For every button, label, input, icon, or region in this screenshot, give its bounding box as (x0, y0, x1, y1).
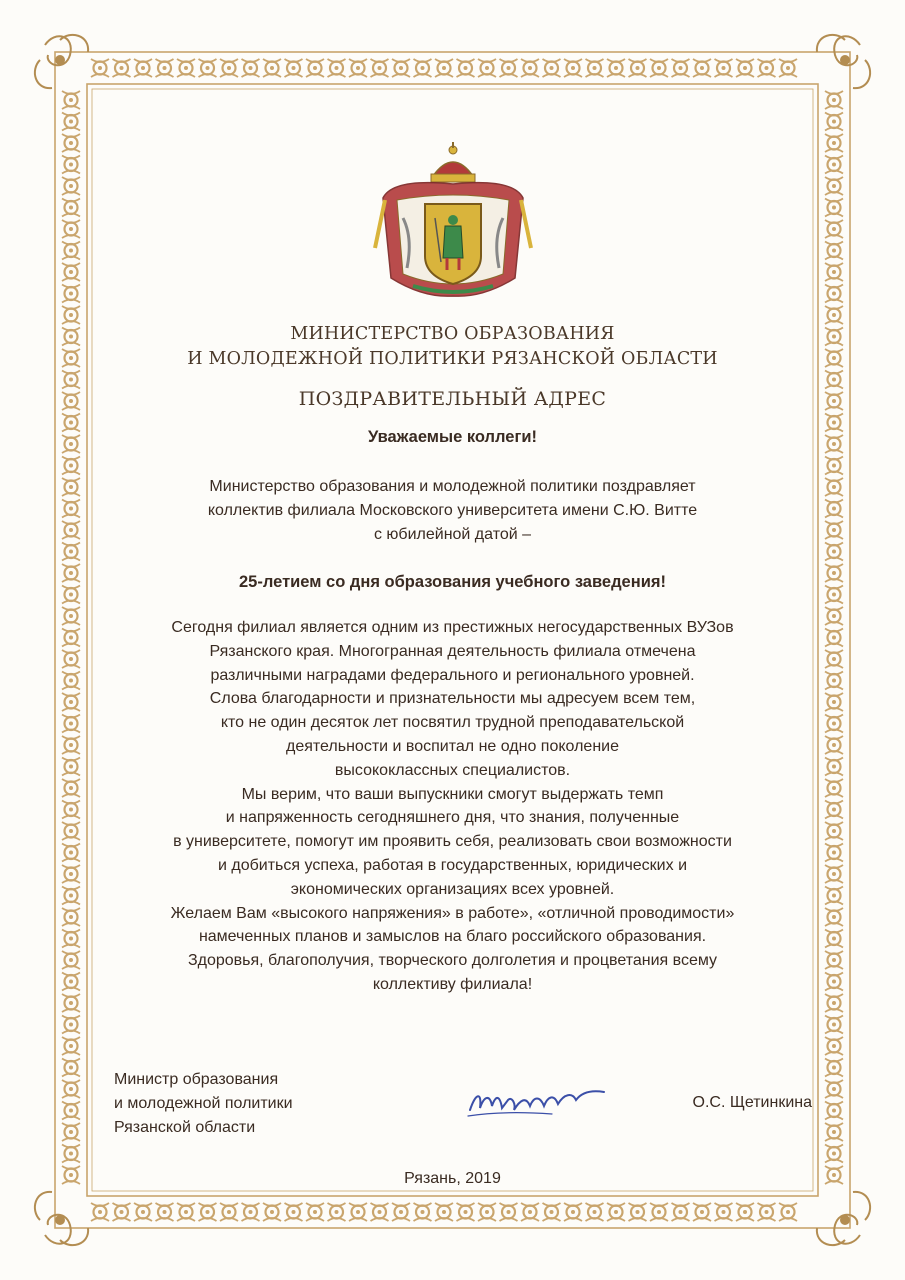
border-ornament-knot (825, 844, 843, 862)
border-ornament-knot (825, 199, 843, 217)
border-ornament-knot (62, 844, 80, 862)
certificate-content (100, 138, 805, 997)
border-ornament-knot (62, 564, 80, 582)
corner-ornament-bottom-right (817, 1192, 870, 1245)
border-ornament-knot (825, 177, 843, 195)
border-ornament-knot (414, 59, 432, 77)
border-ornament-knot (199, 1203, 217, 1221)
border-ornament-knot (825, 134, 843, 152)
signatory-title-line: Министр образования (114, 1071, 279, 1088)
signatory-title-line: Рязанской области (114, 1119, 256, 1136)
border-ornament-knot (736, 1203, 754, 1221)
border-ornament-knot (62, 1059, 80, 1077)
border-ornament-knot (371, 1203, 389, 1221)
border-ornament-knot (825, 328, 843, 346)
border-ornament-knot (825, 801, 843, 819)
border-ornament-knot (62, 1102, 80, 1120)
border-ornament-knot (199, 59, 217, 77)
body-line: высококлассных специалистов. (334, 761, 571, 779)
border-ornament-knot (371, 59, 389, 77)
handwritten-signature (464, 1082, 614, 1122)
border-ornament-knot (543, 59, 561, 77)
greeting: Уважаемые коллеги! (368, 428, 537, 446)
border-ornament-knot (672, 1203, 690, 1221)
border-ornament-knot (285, 59, 303, 77)
border-ornament-knot (62, 865, 80, 883)
border-ornament-knot (62, 543, 80, 561)
border-ornament-knot (779, 1203, 797, 1221)
border-ornament-knot (607, 1203, 625, 1221)
border-ornament-knot (349, 59, 367, 77)
body-line: и напряженность сегодняшнего дня, что знания, полученные (225, 809, 680, 827)
border-ornament-knot (62, 134, 80, 152)
border-ornament-knot (825, 779, 843, 797)
border-ornament-knot (825, 457, 843, 475)
body-line: кто не один десяток лет посвятил трудной преподавательской (220, 714, 685, 732)
border-ornament-knot (825, 1102, 843, 1120)
border-ornament-knot (62, 1016, 80, 1034)
border-ornament-knot (62, 930, 80, 948)
crown-icon (431, 142, 475, 182)
border-ornament-knot (758, 1203, 776, 1221)
border-ornament-knot (564, 59, 582, 77)
border-ornament-knot (62, 199, 80, 217)
border-ornament-knot (242, 59, 260, 77)
border-ornament-knot (586, 59, 604, 77)
border-ornament-knot (62, 693, 80, 711)
border-ornament-knot (62, 156, 80, 174)
border-ornament-knot (500, 1203, 518, 1221)
border-ornament-knot (825, 543, 843, 561)
border-ornament-knot (825, 156, 843, 174)
border-ornament-knot (825, 693, 843, 711)
body-paragraph (100, 616, 805, 997)
border-ornament-knot (825, 586, 843, 604)
body-line: в университете, помогут им проявить себя, реализовать свои возможности (173, 833, 732, 851)
border-ornament-knot (478, 1203, 496, 1221)
border-ornament-knot (62, 414, 80, 432)
border-ornament-knot (62, 586, 80, 604)
coat-of-arms-emblem (363, 138, 543, 308)
border-ornament-knot (62, 629, 80, 647)
border-ornament-knot (62, 822, 80, 840)
border-ornament-knot (62, 951, 80, 969)
border-ornament-knot (62, 715, 80, 733)
border-ornament-knot (285, 1203, 303, 1221)
border-ornament-knot (825, 908, 843, 926)
border-ornament-knot (414, 1203, 432, 1221)
border-ornament-knot (220, 59, 238, 77)
border-ornament-knot (825, 564, 843, 582)
signatory-name: О.С. Щетинкина (692, 1094, 812, 1111)
border-ornament-knot (156, 59, 174, 77)
border-ornament-knot (328, 59, 346, 77)
border-ornament-knot (349, 1203, 367, 1221)
border-ornament-knot (825, 91, 843, 109)
border-ornament-knot (825, 113, 843, 131)
ministry-line-1: МИНИСТЕРСТВО ОБРАЗОВАНИЯ (290, 324, 615, 344)
body-line: коллективу филиала! (372, 975, 533, 993)
border-ornament-knot (629, 1203, 647, 1221)
occasion-line: 25-летием со дня образования учебного заведения! (239, 573, 666, 591)
border-ornament-knot (650, 59, 668, 77)
border-ornament-knot (825, 758, 843, 776)
border-ornament-knot (62, 887, 80, 905)
border-ornament-knot (825, 1059, 843, 1077)
border-ornament-knot (62, 779, 80, 797)
border-ornament-knot (62, 285, 80, 303)
place-date: Рязань, 2019 (404, 1170, 501, 1187)
body-line: Здоровья, благополучия, творческого долголетия и процветания всему (187, 952, 718, 970)
border-ornament-knot (825, 672, 843, 690)
border-ornament-knot (62, 478, 80, 496)
border-ornament-knot (478, 59, 496, 77)
border-ornament-knot (825, 500, 843, 518)
border-ornament-knot (62, 521, 80, 539)
border-ornament-knot (825, 1123, 843, 1141)
body-line: Слова благодарности и признательности мы адресуем всем тем, (209, 690, 696, 708)
border-ornament-knot (825, 1037, 843, 1055)
border-ornament-knot (62, 349, 80, 367)
signatory-title-line: и молодежной политики (114, 1095, 293, 1112)
border-ornament-knot (62, 113, 80, 131)
border-ornament-knot (392, 59, 410, 77)
border-ornament-knot (825, 887, 843, 905)
border-ornament-knot (693, 1203, 711, 1221)
body-line: деятельности и воспитал не одно поколение (286, 737, 619, 755)
border-ornament-knot (825, 371, 843, 389)
shield-icon (425, 204, 481, 284)
border-ornament-knot (134, 59, 152, 77)
border-ornament-knot (62, 371, 80, 389)
border-ornament-knot (62, 91, 80, 109)
body-line: экономических организациях всех уровней. (290, 880, 615, 898)
border-ornament-knot (543, 1203, 561, 1221)
border-ornament-knot (62, 1145, 80, 1163)
border-ornament-knot (62, 435, 80, 453)
border-ornament-knot (62, 1123, 80, 1141)
border-ornament-knot (220, 1203, 238, 1221)
border-ornament-knot (825, 1145, 843, 1163)
body-line: намеченных планов и замыслов на благо российского образования. (198, 928, 707, 946)
border-ornament-knot (457, 59, 475, 77)
border-ornament-knot (328, 1203, 346, 1221)
body-line: Желаем Вам «высокого напряжения» в работе», «отличной проводимости» (170, 904, 735, 922)
border-ornament-knot (263, 59, 281, 77)
border-ornament-knot (586, 1203, 604, 1221)
border-ornament-knot (825, 1016, 843, 1034)
signatory-title (114, 1068, 293, 1140)
border-ornament-knot (825, 435, 843, 453)
ministry-name (100, 322, 805, 372)
border-ornament-knot (177, 1203, 195, 1221)
border-ornament-knot (62, 973, 80, 991)
border-ornament-knot (693, 59, 711, 77)
border-ornament-knot (825, 951, 843, 969)
border-ornament-knot (825, 736, 843, 754)
border-ornament-knot (62, 220, 80, 238)
border-ornament-knot (650, 1203, 668, 1221)
corner-ornament-top-left (35, 35, 88, 88)
border-ornament-knot (607, 59, 625, 77)
border-ornament-knot (306, 59, 324, 77)
border-ornament-knot (62, 908, 80, 926)
border-ornament-knot (825, 392, 843, 410)
intro-line: Министерство образования и молодежной политики поздравляет (209, 478, 696, 495)
border-ornament-knot (62, 1037, 80, 1055)
border-ornament-knot (392, 1203, 410, 1221)
border-ornament-knot (91, 59, 109, 77)
border-ornament-knot (91, 1203, 109, 1221)
border-ornament-knot (825, 349, 843, 367)
border-ornament-knot (825, 973, 843, 991)
border-ornament-knot (62, 758, 80, 776)
border-ornament-knot (134, 1203, 152, 1221)
border-ornament-knot (62, 736, 80, 754)
body-line: и добиться успеха, работая в государственных, юридических и (218, 856, 687, 874)
intro-line: коллектив филиала Московского университета имени С.Ю. Витте (207, 502, 698, 519)
border-ornament-knot (825, 629, 843, 647)
border-ornament-knot (629, 59, 647, 77)
document-title: ПОЗДРАВИТЕЛЬНЫЙ АДРЕС (298, 388, 607, 410)
border-ornament-knot (825, 306, 843, 324)
border-ornament-knot (435, 1203, 453, 1221)
border-ornament-knot (62, 242, 80, 260)
border-ornament-knot (62, 328, 80, 346)
border-ornament-knot (62, 672, 80, 690)
border-ornament-knot (306, 1203, 324, 1221)
border-ornament-knot (62, 607, 80, 625)
border-ornament-knot (62, 306, 80, 324)
border-ornament-knot (825, 715, 843, 733)
border-ornament-knot (825, 521, 843, 539)
border-ornament-knot (62, 177, 80, 195)
border-ornament-knot (825, 263, 843, 281)
border-ornament-knot (825, 285, 843, 303)
border-ornament-knot (825, 994, 843, 1012)
border-ornament-knot (825, 478, 843, 496)
border-ornament-knot (715, 1203, 733, 1221)
border-ornament-knot (825, 822, 843, 840)
corner-ornament-top-right (817, 35, 870, 88)
border-ornament-knot (62, 500, 80, 518)
border-ornament-knot (62, 392, 80, 410)
border-ornament-knot (779, 59, 797, 77)
border-ornament-knot (521, 1203, 539, 1221)
border-ornament-knot (62, 650, 80, 668)
border-ornament-knot (521, 59, 539, 77)
border-ornament-knot (758, 59, 776, 77)
border-ornament-knot (457, 1203, 475, 1221)
border-ornament-knot (113, 1203, 131, 1221)
body-line: Мы верим, что ваши выпускники смогут выдержать темп (241, 785, 664, 803)
intro-paragraph (100, 475, 805, 547)
border-ornament-knot (156, 1203, 174, 1221)
border-ornament-knot (62, 1080, 80, 1098)
border-ornament-knot (825, 242, 843, 260)
border-ornament-knot (825, 607, 843, 625)
border-ornament-knot (825, 1080, 843, 1098)
signature-block (114, 1068, 814, 1148)
border-ornament-knot (825, 650, 843, 668)
intro-line: с юбилейной датой – (373, 526, 532, 543)
border-ornament-knot (715, 59, 733, 77)
border-ornament-knot (62, 801, 80, 819)
border-ornament-knot (113, 59, 131, 77)
border-ornament-knot (177, 59, 195, 77)
border-ornament-knot (242, 1203, 260, 1221)
border-ornament-knot (263, 1203, 281, 1221)
border-ornament-knot (500, 59, 518, 77)
border-ornament-knot (62, 457, 80, 475)
border-ornament-knot (825, 865, 843, 883)
ministry-line-2: И МОЛОДЕЖНОЙ ПОЛИТИКИ РЯЗАНСКОЙ ОБЛАСТИ (187, 349, 718, 369)
border-ornament-knot (825, 930, 843, 948)
border-ornament-knot (672, 59, 690, 77)
body-line: Рязанского края. Многогранная деятельность филиала отмечена (209, 642, 696, 660)
corner-ornament-bottom-left (35, 1192, 88, 1245)
border-ornament-knot (564, 1203, 582, 1221)
border-ornament-knot (435, 59, 453, 77)
border-ornament-knot (736, 59, 754, 77)
border-ornament-knot (825, 220, 843, 238)
border-ornament-knot (62, 263, 80, 281)
body-line: различными наградами федерального и регионального уровней. (210, 666, 695, 684)
body-line: Сегодня филиал является одним из престижных негосударственных ВУЗов (171, 619, 734, 636)
border-ornament-knot (825, 414, 843, 432)
border-ornament-knot (62, 994, 80, 1012)
